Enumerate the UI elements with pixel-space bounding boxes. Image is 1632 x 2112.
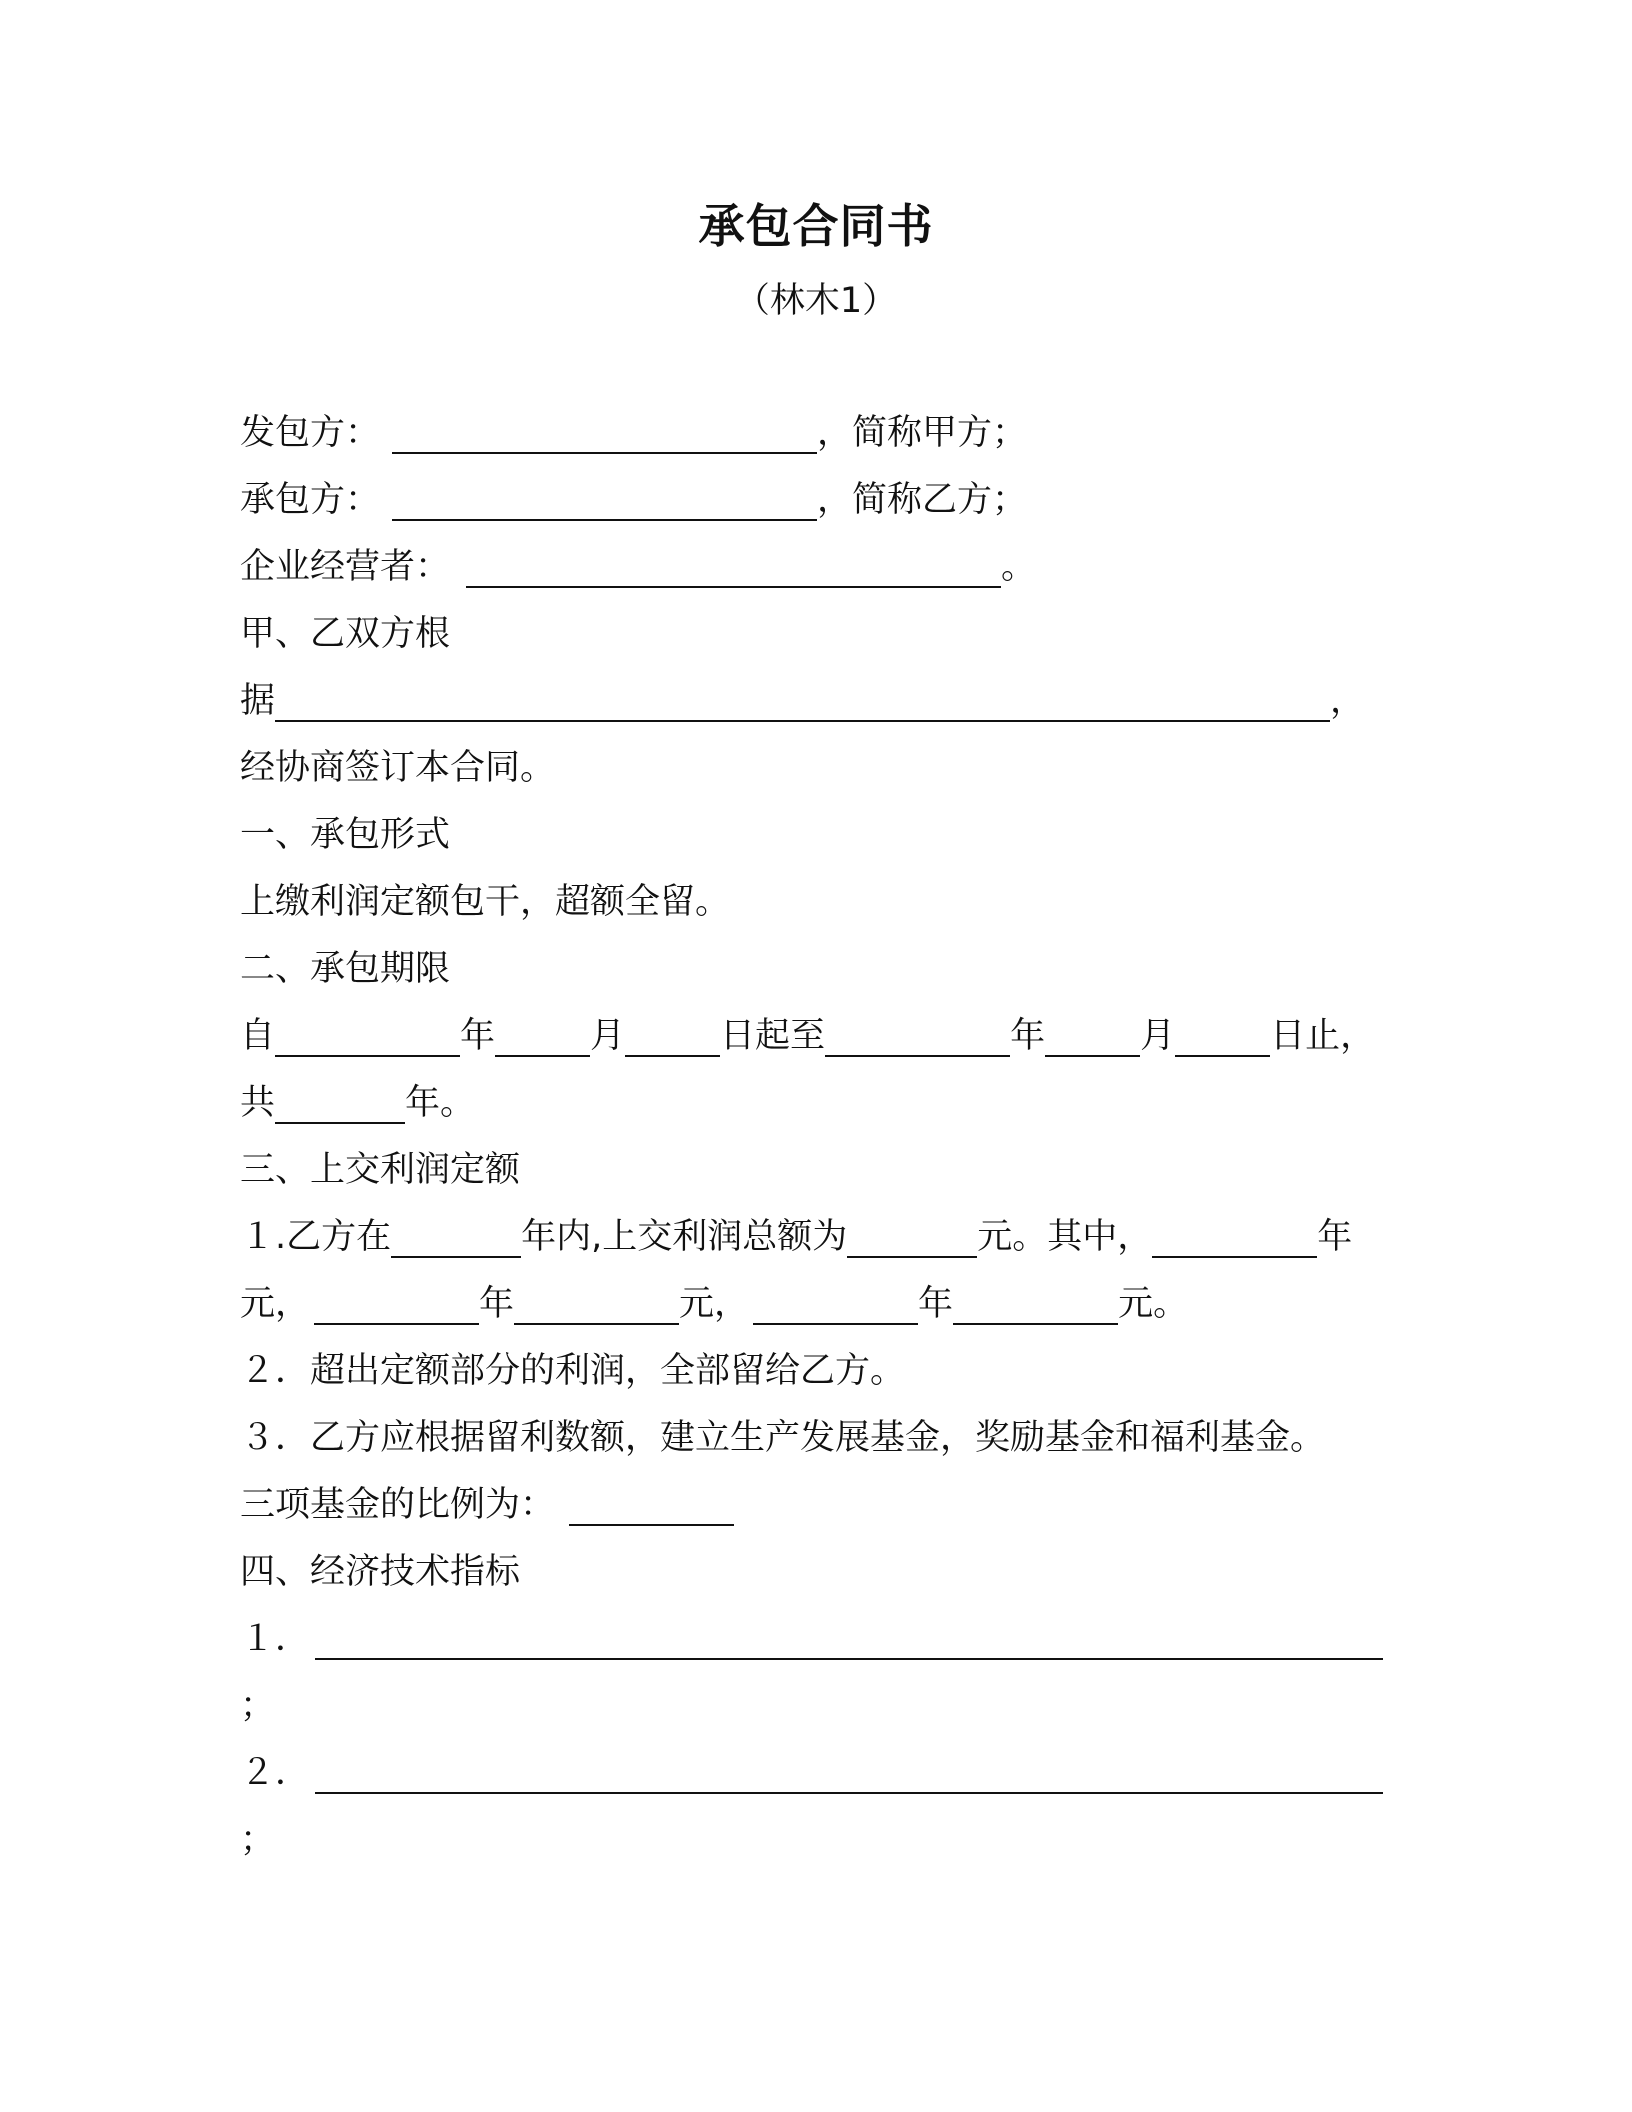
operator-suffix: 。	[1001, 547, 1037, 587]
term-day-from-text: 日起至	[720, 1016, 826, 1056]
operator-line	[240, 542, 1036, 592]
basis-suffix: ，	[1330, 681, 1366, 721]
section-1-heading: 一、承包形式	[240, 815, 451, 855]
term-total-unit-text: 年。	[405, 1083, 476, 1123]
indicator-1-end: ；	[240, 1686, 276, 1726]
fund-ratio-blank[interactable]	[569, 1480, 734, 1526]
profit-item-3: ３．乙方应根据留利数额，建立生产发展基金，奖励基金和福利基金。	[240, 1418, 1326, 1458]
profit-item-1-line-2	[240, 1279, 1188, 1329]
profit-years-blank[interactable]	[391, 1212, 521, 1258]
party-a-suffix: ，简称甲方；	[817, 413, 1028, 453]
term-year-text: 年	[460, 1016, 496, 1056]
term-day-to-text: 日止，	[1270, 1016, 1376, 1056]
term-start-year-blank[interactable]	[275, 1011, 460, 1057]
party-a-label: 发包方：	[240, 413, 381, 453]
profit-item-1-text-a: １.乙方在	[240, 1217, 392, 1257]
term-from-text: 自	[240, 1016, 276, 1056]
indicator-2-end: ；	[240, 1820, 276, 1860]
indicator-1-blank[interactable]	[315, 1614, 1383, 1660]
term-line	[240, 1011, 1375, 1061]
party-b-label: 承包方：	[240, 480, 381, 520]
basis-line-2	[240, 676, 1365, 726]
profit-year-2-blank[interactable]	[314, 1279, 479, 1325]
profit-item-1-text-b: 年内,上交利润总额为	[521, 1217, 848, 1257]
profit-total-blank[interactable]	[847, 1212, 977, 1258]
indicator-1-number: １．	[240, 1619, 311, 1659]
document-subtitle: （林木1）	[734, 281, 898, 321]
basis-prefix: 据	[240, 681, 276, 721]
basis-line-3: 经协商签订本合同。	[240, 748, 556, 788]
term-total-line	[240, 1078, 475, 1128]
term-start-month-blank[interactable]	[495, 1011, 590, 1057]
party-a-line	[240, 408, 1027, 458]
profit-item-1-text-d: 年	[1317, 1217, 1353, 1257]
profit-item-1-line-1	[240, 1212, 1352, 1262]
term-end-day-blank[interactable]	[1175, 1011, 1270, 1057]
indicator-2-blank[interactable]	[315, 1748, 1383, 1794]
party-b-suffix: ，简称乙方；	[817, 480, 1028, 520]
operator-blank[interactable]	[466, 542, 1001, 588]
profit-amount-3-blank[interactable]	[953, 1279, 1118, 1325]
profit-item-1-text-g: 元，	[679, 1284, 750, 1324]
term-end-year-blank[interactable]	[825, 1011, 1010, 1057]
profit-year-3-blank[interactable]	[753, 1279, 918, 1325]
profit-item-1-text-f: 年	[479, 1284, 515, 1324]
profit-item-1-text-c: 元。其中，	[977, 1217, 1153, 1257]
profit-item-1-text-h: 年	[918, 1284, 954, 1324]
term-start-day-blank[interactable]	[625, 1011, 720, 1057]
profit-amount-2-blank[interactable]	[514, 1279, 679, 1325]
profit-item-1-text-i: 元。	[1118, 1284, 1189, 1324]
operator-label: 企业经营者：	[240, 547, 451, 587]
profit-item-1-text-e: 元，	[240, 1284, 311, 1324]
profit-year-1-blank[interactable]	[1152, 1212, 1317, 1258]
term-month2-text: 月	[1140, 1016, 1176, 1056]
term-total-years-blank[interactable]	[275, 1078, 405, 1124]
party-a-blank[interactable]	[392, 408, 817, 454]
basis-line-1: 甲、乙双方根	[240, 614, 451, 654]
indicator-1-line	[240, 1614, 1383, 1664]
document-title: 承包合同书	[698, 199, 934, 253]
term-month-text: 月	[590, 1016, 626, 1056]
term-end-month-blank[interactable]	[1045, 1011, 1140, 1057]
term-total-text: 共	[240, 1083, 276, 1123]
indicator-2-number: ２．	[240, 1753, 311, 1793]
section-3-heading: 三、上交利润定额	[240, 1150, 521, 1190]
indicator-2-line	[240, 1748, 1383, 1798]
section-1-body: 上缴利润定额包干，超额全留。	[240, 882, 731, 922]
fund-ratio-label: 三项基金的比例为：	[240, 1485, 556, 1525]
party-b-line	[240, 475, 1027, 525]
section-2-heading: 二、承包期限	[240, 949, 451, 989]
section-4-heading: 四、经济技术指标	[240, 1552, 521, 1592]
fund-ratio-line	[240, 1480, 734, 1530]
basis-blank[interactable]	[275, 676, 1330, 722]
profit-item-2: ２．超出定额部分的利润，全部留给乙方。	[240, 1351, 906, 1391]
party-b-blank[interactable]	[392, 475, 817, 521]
term-year2-text: 年	[1010, 1016, 1046, 1056]
